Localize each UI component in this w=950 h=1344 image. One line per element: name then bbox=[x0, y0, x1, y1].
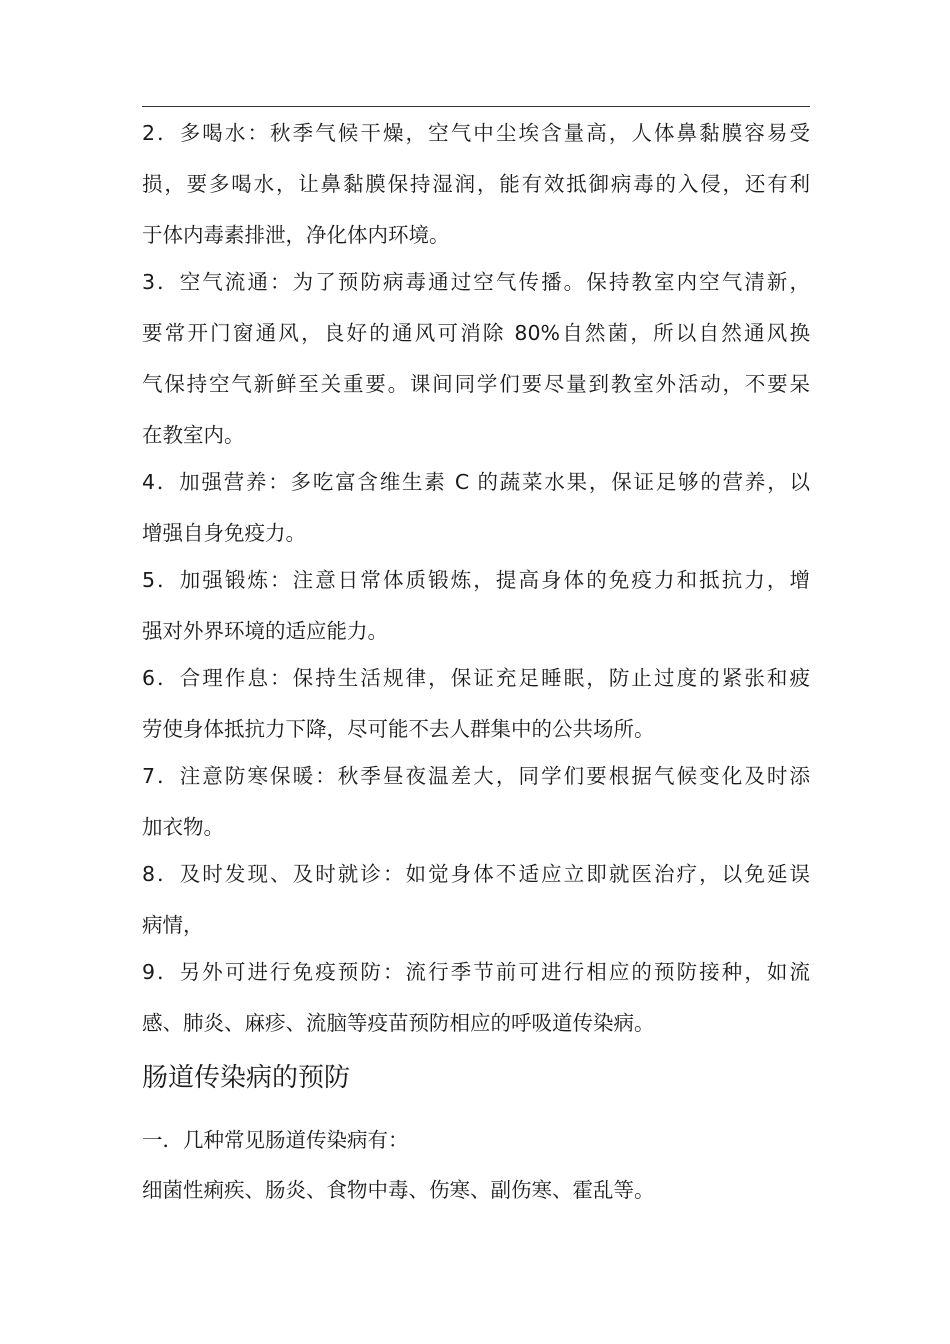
list-item bbox=[142, 956, 810, 1054]
text-line: 气保持空气新鲜至关重要。课间同学们要尽量到教室外活动，不要呆 bbox=[142, 372, 810, 396]
list-item bbox=[142, 117, 810, 266]
list-item bbox=[142, 662, 810, 760]
text-line: 强对外界环境的适应能力。 bbox=[142, 619, 388, 643]
header-rule bbox=[142, 106, 810, 107]
section-subheading: 一．几种常见肠道传染病有： bbox=[142, 1128, 409, 1152]
text-line: 9．另外可进行免疫预防：流行季节前可进行相应的预防接种，如流 bbox=[142, 960, 810, 984]
text-line: 增强自身免疫力。 bbox=[142, 521, 306, 545]
text-line: 感、肺炎、麻疹、流脑等疫苗预防相应的呼吸道传染病。 bbox=[142, 1011, 655, 1035]
text-line: 劳使身体抵抗力下降，尽可能不去人群集中的公共场所。 bbox=[142, 717, 655, 741]
text-line: 要常开门窗通风，良好的通风可消除 80%自然菌，所以自然通风换 bbox=[142, 321, 810, 345]
text-line: 加衣物。 bbox=[142, 815, 224, 839]
list-item bbox=[142, 858, 810, 956]
text-line: 8．及时发现、及时就诊：如觉身体不适应立即就医治疗，以免延误 bbox=[142, 862, 810, 886]
list-item bbox=[142, 564, 810, 662]
text-line: 在教室内。 bbox=[142, 423, 245, 447]
text-line: 3．空气流通：为了预防病毒通过空气传播。保持教室内空气清新， bbox=[142, 270, 810, 294]
text-line: 于体内毒素排泄，净化体内环境。 bbox=[142, 223, 450, 247]
text-line: 2．多喝水：秋季气候干燥，空气中尘埃含量高，人体鼻黏膜容易受 bbox=[142, 121, 810, 145]
list-item bbox=[142, 466, 810, 564]
text-line: 损，要多喝水，让鼻黏膜保持湿润，能有效抵御病毒的入侵，还有利 bbox=[142, 172, 810, 196]
text-line: 6．合理作息：保持生活规律，保证充足睡眠，防止过度的紧张和疲 bbox=[142, 666, 810, 690]
list-item bbox=[142, 266, 810, 466]
section-heading: 肠道传染病的预防 bbox=[142, 1063, 351, 1093]
document-body bbox=[142, 117, 810, 1224]
list-item bbox=[142, 760, 810, 858]
text-line: 5．加强锻炼：注意日常体质锻炼，提高身体的免疫力和抵抗力，增 bbox=[142, 568, 810, 592]
text-line: 4．加强营养：多吃富含维生素 C 的蔬菜水果，保证足够的营养，以 bbox=[142, 470, 810, 494]
text-line: 7．注意防寒保暖：秋季昼夜温差大，同学们要根据气候变化及时添 bbox=[142, 764, 810, 788]
section-body: 细菌性痢疾、肠炎、食物中毒、伤寒、副伤寒、霍乱等。 bbox=[142, 1178, 655, 1202]
text-line: 病情， bbox=[142, 913, 204, 937]
